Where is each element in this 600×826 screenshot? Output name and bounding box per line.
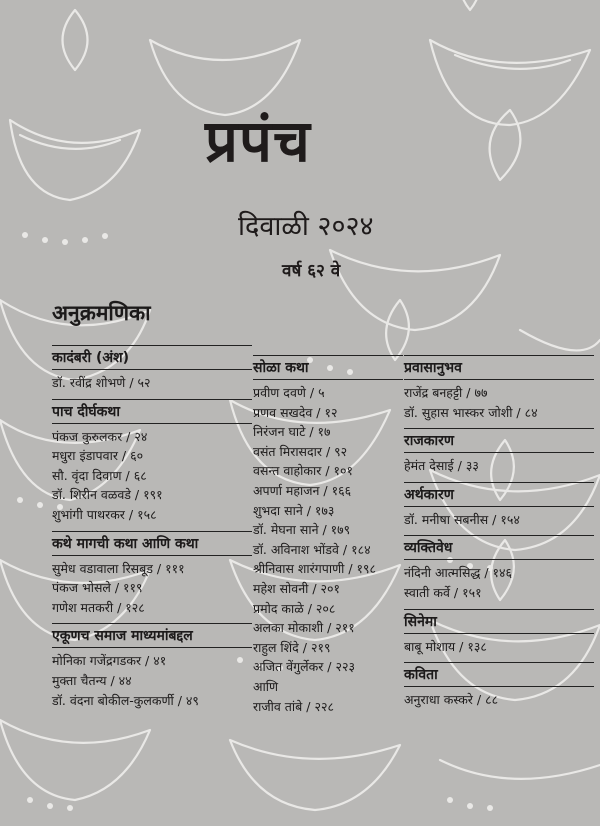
list-item: प्रमोद काळे / २०८ — [253, 600, 336, 616]
list-item: अनुराधा कस्करे / ८८ — [404, 692, 499, 708]
section-title: प्रवासानुभव — [404, 355, 594, 380]
list-item: डॉ. वंदना बोकील-कुलकर्णी / ४९ — [52, 692, 199, 708]
list-item: मोनिका गजेंद्रगडकर / ४१ — [52, 653, 167, 669]
list-item: डॉ. मेघना साने / १७९ — [253, 522, 351, 538]
section-profiles — [404, 535, 594, 602]
list-item: राजेंद्र बनहट्टी / ७७ — [404, 385, 488, 400]
section-title: पाच दीर्घकथा — [52, 399, 252, 424]
section-travel — [404, 355, 594, 422]
list-item: शुभदा साने / १७३ — [253, 502, 335, 518]
list-item: अजित वेंगुर्लेकर / २२३ — [253, 659, 355, 675]
year-label: वर्ष ६२ वे — [282, 261, 341, 281]
index-heading: अनुक्रमणिका — [52, 301, 151, 325]
section-cinema — [404, 609, 594, 657]
list-item: सुमेध वडावाला रिसबूड / १११ — [52, 560, 185, 576]
index-column-2 — [253, 355, 403, 716]
section-novel-excerpt — [52, 345, 252, 393]
list-item: सौ. वृंदा दिवाण / ६८ — [52, 467, 147, 483]
list-item: वसन्त वाहोकार / १०१ — [253, 463, 354, 479]
list-item: निरंजन घाटे / १७ — [253, 424, 331, 440]
section-title: व्यक्तिवेध — [404, 535, 594, 560]
list-item: अलका मोकाशी / २११ — [253, 620, 355, 636]
list-item: गणेश मतकरी / १२८ — [52, 599, 145, 615]
section-title: कथे मागची कथा आणि कथा — [52, 531, 252, 556]
section-title: कविता — [404, 662, 594, 687]
list-item: हेमंत देसाई / ३३ — [404, 458, 479, 474]
edition-label: दिवाळी २०२४ — [238, 211, 374, 242]
section-title: कादंबरी (अंश) — [52, 345, 252, 370]
list-item: अपर्णा महाजन / १६६ — [253, 482, 352, 498]
list-item: पंकज भोसले / ११९ — [52, 580, 143, 596]
list-item: डॉ. मनीषा सबनीस / १५४ — [404, 511, 520, 527]
section-title: एकूणच समाज माध्यमांबद्दल — [52, 623, 252, 648]
section-politics — [404, 428, 594, 476]
list-item: पंकज कुरुलकर / २४ — [52, 428, 148, 444]
list-item: मधुरा इंडापवार / ६० — [52, 448, 144, 464]
index-column-1 — [52, 345, 252, 710]
section-title: राजकारण — [404, 428, 594, 453]
magazine-title: प्रपंच — [205, 107, 311, 175]
list-item: स्वाती कर्वे / १५१ — [404, 584, 482, 600]
index-column-3 — [404, 355, 594, 710]
list-item: राहुल शिंदे / २१९ — [253, 639, 331, 655]
list-item: शुभांगी पाथरकर / १५८ — [52, 506, 157, 522]
section-story-behind-story — [52, 531, 252, 618]
list-item: आणि — [253, 678, 279, 694]
list-item: नंदिनी आत्मसिद्ध / १४६ — [404, 565, 513, 581]
section-title: सोळा कथा — [253, 355, 403, 380]
list-item: श्रीनिवास शारंगपाणी / १९८ — [253, 561, 377, 577]
list-item: डॉ. रवींद्र शोभणे / ५२ — [52, 375, 151, 390]
list-item: राजीव तांबे / २२८ — [253, 698, 334, 714]
list-item: डॉ. सुहास भास्कर जोशी / ८४ — [404, 404, 538, 420]
list-item: मुक्ता चैतन्य / ४४ — [52, 672, 132, 688]
section-sixteen-stories — [253, 355, 403, 716]
section-long-stories — [52, 399, 252, 525]
list-item: डॉ. अविनाश भोंडवे / १८४ — [253, 541, 371, 557]
list-item: बाबू मोशाय / १३८ — [404, 638, 487, 654]
section-economics — [404, 482, 594, 530]
list-item: महेश सोवनी / २०१ — [253, 580, 341, 596]
section-title: सिनेमा — [404, 609, 594, 634]
section-title: अर्थकारण — [404, 482, 594, 507]
list-item: डॉ. शिरीन वळवडे / १९१ — [52, 487, 163, 503]
list-item: प्रणव सखदेव / १२ — [253, 404, 338, 420]
list-item: वसंत मिरासदार / ९२ — [253, 443, 348, 459]
section-social-media — [52, 623, 252, 710]
list-item: प्रवीण दवणे / ५ — [253, 385, 325, 400]
section-poetry — [404, 662, 594, 710]
